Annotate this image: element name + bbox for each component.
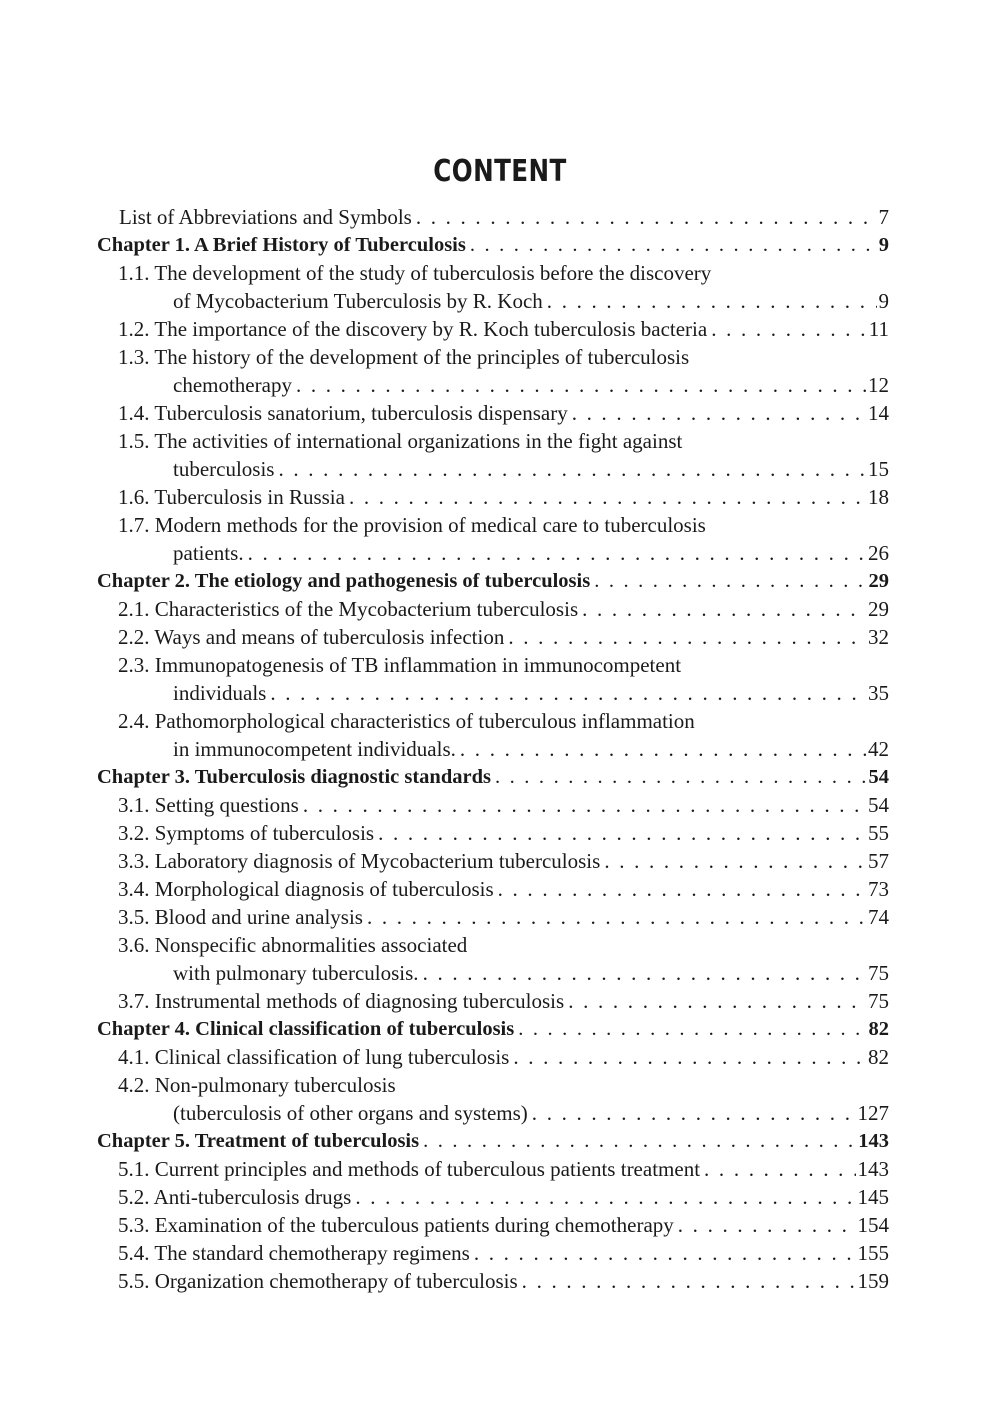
toc-entry (173, 371, 889, 399)
toc-entry-row[interactable] (0, 931, 1000, 959)
toc-entry-row[interactable] (0, 875, 1000, 903)
section-title: 5.4. The standard chemotherapy regimens (118, 1241, 470, 1265)
toc-entry (118, 1211, 889, 1239)
page-number: 11 (868, 317, 889, 341)
toc-entry-row[interactable] (0, 203, 1000, 231)
section-title: chemotherapy (173, 373, 292, 397)
section-title: with pulmonary tuberculosis. (173, 961, 419, 985)
dot-leader (498, 875, 866, 903)
toc-entry-row[interactable] (0, 791, 1000, 819)
toc-entry (173, 735, 889, 763)
toc-entry (173, 455, 889, 483)
page-number: 9 (878, 234, 889, 256)
toc-entry-row[interactable] (0, 455, 1000, 483)
toc-chapter-row[interactable] (0, 567, 1000, 595)
dot-leader (522, 1267, 856, 1295)
page-number: 155 (857, 1241, 889, 1265)
toc-entry (173, 1099, 889, 1127)
dot-leader (423, 959, 866, 987)
section-title: 2.2. Ways and means of tuberculosis infection (118, 625, 505, 649)
toc-entry-row[interactable] (0, 1043, 1000, 1071)
page-number: 29 (868, 597, 889, 621)
section-title: 1.1. The development of the study of tuberculosis before the discovery (118, 261, 712, 285)
page-number: 42 (868, 737, 889, 761)
section-title: 4.2. Non-pulmonary tuberculosis (118, 1073, 396, 1097)
toc-entry-row[interactable] (0, 987, 1000, 1015)
dot-leader (248, 539, 866, 567)
section-title: individuals (173, 681, 267, 705)
toc-entry-row[interactable] (0, 315, 1000, 343)
dot-leader (349, 483, 866, 511)
page-number: 145 (857, 1185, 889, 1209)
chapter-title: Chapter 3. Tuberculosis diagnostic standards (97, 766, 491, 788)
toc-entry-row[interactable] (0, 1071, 1000, 1099)
page-number: 75 (868, 989, 889, 1013)
dot-leader (278, 455, 866, 483)
page-number: 35 (868, 681, 889, 705)
toc-entry (118, 399, 889, 427)
toc-entry-row[interactable] (0, 707, 1000, 735)
dot-leader (470, 231, 877, 259)
toc-entry-row[interactable] (0, 595, 1000, 623)
toc-entry (118, 1043, 889, 1071)
section-title: 3.3. Laboratory diagnosis of Mycobacterium tuberculosis (118, 849, 601, 873)
dot-leader (594, 567, 866, 595)
page-number: 82 (868, 1018, 889, 1040)
toc-entry-row[interactable] (0, 1211, 1000, 1239)
chapter-title: Chapter 4. Clinical classification of tuberculosis (97, 1018, 515, 1040)
section-title: tuberculosis (173, 457, 275, 481)
dot-leader (518, 1015, 866, 1043)
toc-entry-row[interactable] (0, 959, 1000, 987)
toc-entry-row[interactable] (0, 903, 1000, 931)
section-title: 1.6. Tuberculosis in Russia (118, 485, 345, 509)
toc-entry (118, 427, 889, 455)
page-title: CONTENT (433, 154, 567, 189)
toc-entry-row[interactable] (0, 1155, 1000, 1183)
dot-leader (423, 1127, 856, 1155)
toc-entry-row[interactable] (0, 847, 1000, 875)
page-number: 29 (868, 570, 889, 592)
toc-entry (173, 539, 889, 567)
dot-leader (582, 595, 866, 623)
dot-leader (367, 903, 866, 931)
dot-leader (495, 763, 867, 791)
toc-entry (118, 1267, 889, 1295)
toc-entry-row[interactable] (0, 651, 1000, 679)
page-number: 82 (868, 1045, 889, 1069)
page-number: 73 (868, 877, 889, 901)
section-title: 1.2. The importance of the discovery by R. Koch tuberculosis bacteria (118, 317, 708, 341)
dot-leader (270, 679, 866, 707)
section-title: 5.1. Current principles and methods of tuberculous patients treatment (118, 1157, 701, 1181)
dot-leader (513, 1043, 866, 1071)
toc-chapter-row[interactable] (0, 763, 1000, 791)
toc-entry-row[interactable] (0, 1239, 1000, 1267)
toc-entry (97, 567, 889, 595)
toc-chapter-row[interactable] (0, 231, 1000, 259)
page-number: 143 (857, 1157, 889, 1181)
toc-entry-row[interactable] (0, 371, 1000, 399)
dot-leader (572, 399, 866, 427)
page-number: 14 (868, 401, 889, 425)
dot-leader (704, 1155, 855, 1183)
table-of-contents (0, 203, 1000, 1295)
section-title: 5.2. Anti-tuberculosis drugs (118, 1185, 352, 1209)
section-title: 1.3. The history of the development of the principles of tuberculosis (118, 345, 690, 369)
toc-entry (97, 231, 889, 259)
dot-leader (532, 1099, 856, 1127)
dot-leader (303, 791, 866, 819)
toc-entry (118, 903, 889, 931)
toc-entry-row[interactable] (0, 1183, 1000, 1211)
toc-entry (118, 1183, 889, 1211)
dot-leader (711, 315, 867, 343)
toc-entry-row[interactable] (0, 287, 1000, 315)
toc-entry (97, 1015, 889, 1043)
page-number: 26 (868, 541, 889, 565)
toc-entry (118, 707, 889, 735)
page-number: 57 (868, 849, 889, 873)
dot-leader (568, 987, 866, 1015)
toc-entry-row[interactable] (0, 1099, 1000, 1127)
page-number: 55 (868, 821, 889, 845)
toc-entry-row[interactable] (0, 819, 1000, 847)
toc-entry-row[interactable] (0, 1267, 1000, 1295)
section-title: (tuberculosis of other organs and systems) (173, 1101, 528, 1125)
toc-entry-row[interactable] (0, 483, 1000, 511)
section-title: 4.1. Clinical classification of lung tuberculosis (118, 1045, 510, 1069)
toc-entry (118, 483, 889, 511)
toc-entry (118, 875, 889, 903)
section-title: 2.3. Immunopatogenesis of TB inflammation in immunocompetent (118, 653, 682, 677)
toc-entry (173, 959, 889, 987)
toc-entry-row[interactable] (0, 427, 1000, 455)
page-number: 15 (868, 457, 889, 481)
section-title: 5.3. Examination of the tuberculous patients during chemotherapy (118, 1213, 674, 1237)
toc-entry (118, 1239, 889, 1267)
dot-leader (460, 735, 866, 763)
toc-chapter-row[interactable] (0, 1127, 1000, 1155)
toc-entry (97, 1127, 889, 1155)
chapter-title: Chapter 5. Treatment of tuberculosis (97, 1130, 420, 1152)
dot-leader (547, 287, 877, 315)
toc-entry (118, 1155, 889, 1183)
section-title: 3.4. Morphological diagnosis of tuberculosis (118, 877, 494, 901)
dot-leader (416, 203, 877, 231)
section-title: of Mycobacterium Tuberculosis by R. Koch (173, 289, 543, 313)
dot-leader (508, 623, 866, 651)
toc-entry (118, 623, 889, 651)
toc-entry-row[interactable] (0, 399, 1000, 427)
section-title: in immunocompetent individuals. (173, 737, 456, 761)
toc-entry (118, 1071, 889, 1099)
toc-entry-row[interactable] (0, 343, 1000, 371)
page-number: 54 (868, 793, 889, 817)
section-title: 1.4. Tuberculosis sanatorium, tuberculosis dispensary (118, 401, 568, 425)
toc-chapter-row[interactable] (0, 1015, 1000, 1043)
toc-entry (118, 315, 889, 343)
chapter-title: Chapter 1. A Brief History of Tuberculosis (97, 234, 466, 256)
section-title: 3.1. Setting questions (118, 793, 299, 817)
toc-entry (118, 847, 889, 875)
section-title: 1.7. Modern methods for the provision of medical care to tuberculosis (118, 513, 706, 537)
toc-entry (118, 791, 889, 819)
dot-leader (474, 1239, 856, 1267)
toc-entry (97, 763, 889, 791)
toc-entry-row[interactable] (0, 735, 1000, 763)
section-title: 3.5. Blood and urine analysis (118, 905, 363, 929)
section-title: 3.7. Instrumental methods of diagnosing tuberculosis (118, 989, 565, 1013)
toc-entry (173, 287, 889, 315)
page-number: 9 (878, 289, 889, 313)
section-title: 2.1. Characteristics of the Mycobacterium tuberculosis (118, 597, 579, 621)
page-number: 127 (857, 1101, 889, 1125)
chapter-title: Chapter 2. The etiology and pathogenesis of tuberculosis (97, 570, 591, 592)
section-title: 5.5. Organization chemotherapy of tuberculosis (118, 1269, 518, 1293)
dot-leader (678, 1211, 856, 1239)
toc-entry (118, 511, 889, 539)
page-number: 54 (868, 766, 889, 788)
section-title: 2.4. Pathomorphological characteristics of tuberculous inflammation (118, 709, 695, 733)
toc-entry-row[interactable] (0, 539, 1000, 567)
page-number: 75 (868, 961, 889, 985)
dot-leader (296, 371, 866, 399)
toc-entry (118, 819, 889, 847)
toc-entry (118, 651, 889, 679)
toc-entry (118, 595, 889, 623)
toc-entry-row[interactable] (0, 679, 1000, 707)
dot-leader (378, 819, 866, 847)
toc-entry-row[interactable] (0, 623, 1000, 651)
section-title: 1.5. The activities of international organizations in the fight against (118, 429, 683, 453)
section-title: List of Abbreviations and Symbols (119, 205, 412, 229)
page-number: 159 (857, 1269, 889, 1293)
page-number: 74 (868, 905, 889, 929)
section-title: 3.2. Symptoms of tuberculosis (118, 821, 375, 845)
toc-entry (118, 931, 889, 959)
toc-entry (119, 203, 889, 231)
page-number: 154 (857, 1213, 889, 1237)
page-number: 18 (868, 485, 889, 509)
page-number: 32 (868, 625, 889, 649)
toc-entry-row[interactable] (0, 511, 1000, 539)
toc-entry-row[interactable] (0, 259, 1000, 287)
toc-entry (173, 679, 889, 707)
dot-leader (604, 847, 866, 875)
section-title: patients. (173, 541, 244, 565)
toc-entry (118, 343, 889, 371)
dot-leader (355, 1183, 855, 1211)
toc-entry (118, 259, 889, 287)
page-number: 143 (858, 1130, 889, 1152)
section-title: 3.6. Nonspecific abnormalities associated (118, 933, 468, 957)
page-number: 7 (878, 205, 889, 229)
page-number: 12 (868, 373, 889, 397)
toc-entry (118, 987, 889, 1015)
